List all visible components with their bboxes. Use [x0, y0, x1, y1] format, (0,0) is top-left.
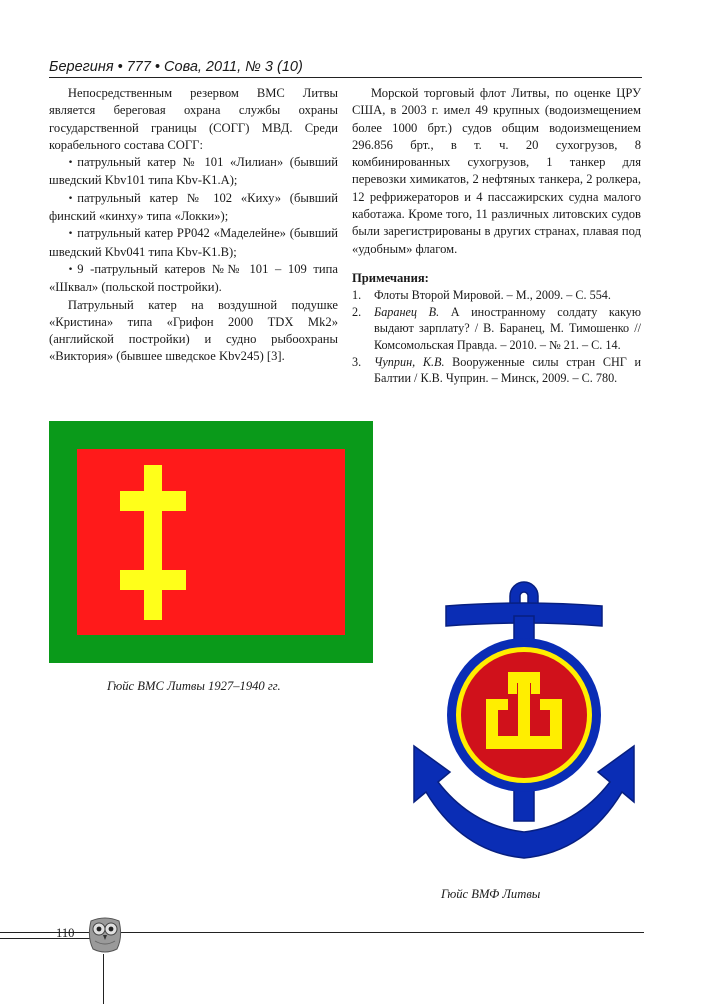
flag-red-field	[77, 449, 345, 635]
bullet-icon: •	[67, 193, 74, 204]
lithuanian-jack-1927-icon	[49, 421, 373, 663]
right-paragraph-1: Морской торговый флот Литвы, по оценке ЦРУ США, в 2003 г. имел 49 крупных (водоизмещением более 1000 брт.) судов общим водоизмещением 296.856 брт., в т. ч. 20 сухогрузов, 8 комбинированных сухогрузов, 1 танкер для перевозки химикатов, 2 нефтяных танкера, 2 ролкера, 12 рефрижераторов и 4 пассажирских судна малого каботажа. Кроме того, 11 различных литовских судов были зарегистрированы в других странах, плавая под «удобным» флагом.	[352, 86, 641, 256]
page-number: 110	[56, 926, 75, 940]
bullet-item-2	[49, 190, 338, 226]
note-author: Чуприн, К.В.	[374, 354, 445, 369]
note-body: Флоты Второй Мировой. – М., 2009. – С. 554.	[374, 288, 611, 303]
note-item-1	[352, 287, 641, 304]
note-number: 3.	[352, 354, 362, 369]
note-item-3	[352, 354, 641, 387]
notes-heading: Примечания:	[352, 270, 429, 285]
folio-vertical-rule	[103, 954, 104, 1004]
bullet-text-2: патрульный катер № 102 «Киху» (бывший финский «кинху» типа «Локки»);	[49, 190, 338, 224]
bullet-item-1	[49, 154, 338, 190]
note-number: 2.	[352, 304, 362, 319]
bullet-icon: •	[67, 229, 74, 240]
owl-logo-icon	[87, 913, 123, 955]
note-text	[374, 354, 641, 387]
running-header: Берегиня • 777 • Сова, 2011, № 3 (10)	[49, 59, 303, 75]
note-item-2	[352, 304, 641, 354]
note-body: Вооруженные силы стран СНГ и Балтии / К.В. Чуприн. – Минск, 2009. – С. 780.	[374, 354, 642, 386]
note-author: Баранец В.	[374, 304, 440, 319]
bullet-text-1: патрульный катер № 101 «Лилиан» (бывший шведский Kbv101 типа Kbv-K1.A);	[49, 155, 338, 188]
flag-caption: Гюйс ВМС Литвы 1927–1940 гг.	[107, 679, 281, 693]
note-text	[374, 287, 641, 304]
right-column	[352, 85, 641, 387]
left-column	[49, 85, 338, 366]
bullet-icon: •	[67, 264, 74, 275]
bullet-icon: •	[67, 158, 74, 169]
left-paragraph-2: Патрульный катер на воздушной подушке «Кристина» типа «Грифон 2000 TDX Mk2» (английской постройки) и судно рыбоохраны «Виктория» (бывшее шведское Kbv245) [3].	[49, 297, 338, 364]
folio-rule-short	[0, 938, 92, 939]
anchor-emblem-icon	[406, 568, 642, 863]
bullet-text-3: патрульный катер PP042 «Маделейне» (бывший шведский Kbv041 типа Kbv-K1.B);	[49, 226, 338, 259]
bullet-item-3	[49, 225, 338, 261]
header-rule	[49, 77, 642, 78]
anchor-caption: Гюйс ВМФ Литвы	[441, 887, 541, 901]
left-paragraph-1: Непосредственным резервом ВМС Литвы является береговая охрана службы охраны государственной границы (СОГГ) МВД. Среди корабельного состава СОГГ:	[49, 86, 338, 152]
note-text	[374, 304, 641, 354]
bullet-item-4	[49, 261, 338, 297]
note-body: А иностранному солдату какую выдают зарплату? / В. Баранец, М. Тимошенко // Комсомольская Правда. – 2010. – № 21. – С. 14.	[374, 304, 641, 353]
note-number: 1.	[352, 288, 362, 303]
bullet-text-4: 9 -патрульный катеров №№ 101 – 109 типа «Шквал» (польской постройки).	[49, 261, 338, 295]
